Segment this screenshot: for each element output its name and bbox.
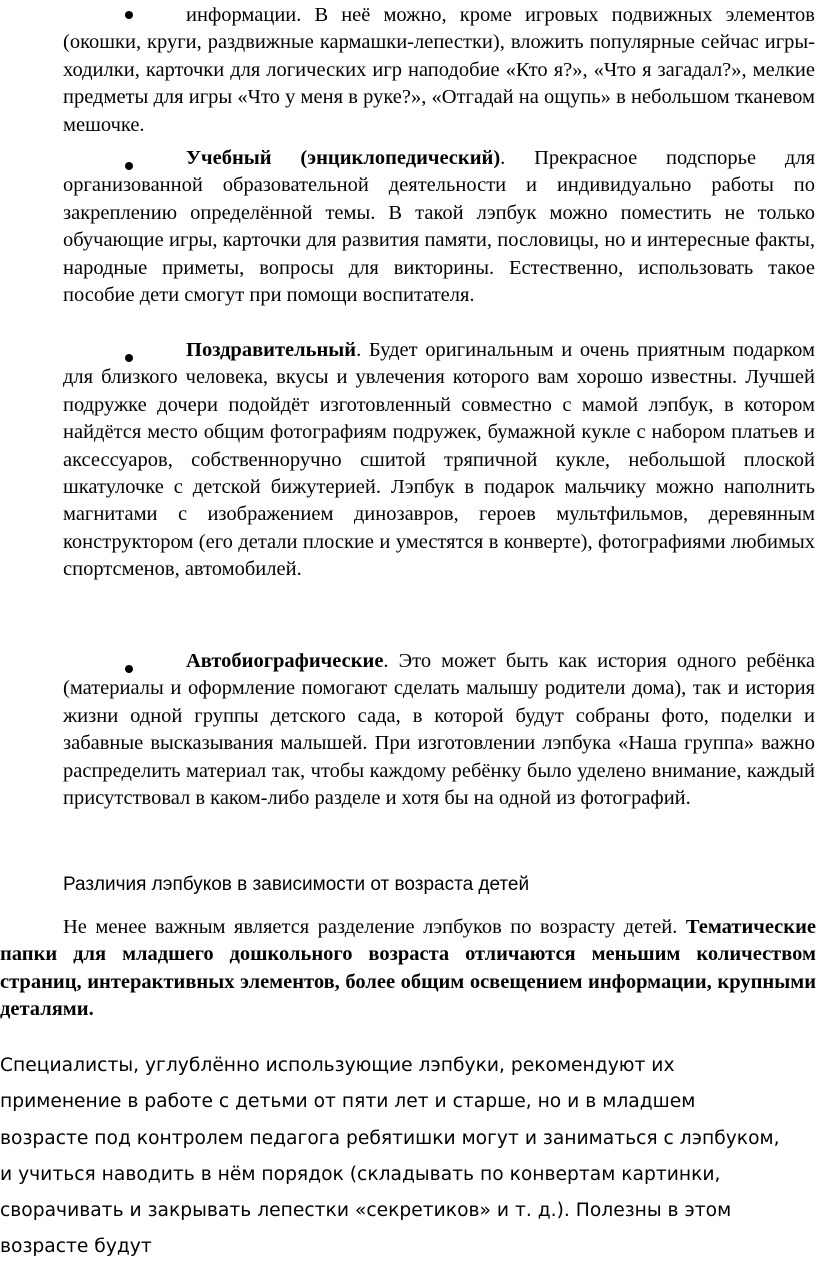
- bullet-item-greeting: [63, 337, 815, 584]
- bullet-title: Поздравительный: [186, 339, 357, 361]
- bullet-title: Учебный (энциклопедический): [186, 147, 501, 169]
- section-subheading: Различия лэпбуков в зависимости от возраста детей: [63, 874, 530, 895]
- bullet-item-autobiographical: [63, 648, 815, 812]
- paragraph-line: и учиться наводить в нём порядок (складывать по конвертам картинки,: [0, 1163, 721, 1185]
- bullet-item-continuation: [63, 2, 815, 139]
- paragraph-line: сворачивать и закрывать лепестки «секретиков» и т. д.). Полезны в этом: [0, 1200, 732, 1222]
- age-paragraph-lead: Не менее важным является разделение лэпбуков по возрасту детей.: [63, 916, 678, 938]
- bullet-text: . Будет оригинальным и очень приятным подарком для близкого человека, вкусы и увлечения которого вам хорошо известны. Лучшей подружке дочери подойдёт изготовленный совместно с мамой лэпбук, в котором найдётся место общим фотографиям подружек, бумажной кукле с набором платьев и аксессуаров, собственноручно сшитой тряпичной кукле, небольшой плоской шкатулочке с детской бижутерией. Лэпбук в подарок мальчику можно наполнить магнитами с изображением динозавров, героев мультфильмов, деревянным конструктором (его детали плоские и уместятся в конверте), фотографиями любимых спортсменов, автомобилей.: [63, 339, 815, 581]
- bullet-title: Автобиографические: [186, 650, 384, 672]
- bullet-text: . Это может быть как история одного ребёнка (материалы и оформление помогают сделать малышу родители дома), так и история жизни одной группы детского сада, в которой будут собраны фото, поделки и забавные высказывания малышей. При изготовлении лэпбука «Наша группа» важно распределить материал так, чтобы каждому ребёнку было уделено внимание, каждый присутствовал в каком-либо разделе и хотя бы на одной из фотографий.: [63, 650, 815, 810]
- paragraph-line: применение в работе с детьми от пяти лет и старше, но и в младшем: [0, 1091, 696, 1113]
- bullet-text: информации. В неё можно, кроме игровых подвижных элементов (окошки, круги, раздвижные кармашки-лепестки), вложить популярные сейчас игры-ходилки, карточки для логических игр наподобие «Кто я?», «Что я загадал?», мелкие предметы для игры «Что у меня в руке?», «Отгадай на ощупь» в небольшом тканевом мешочке.: [63, 4, 815, 136]
- paragraph-line: возрасте под контролем педагога ребятишки могут и заниматься с лэпбуком,: [0, 1127, 780, 1149]
- age-paragraph: [0, 914, 816, 1024]
- bullet-text: . Прекрасное подспорье для организованной образовательной деятельности и индивидуально работы по закреплению определённой темы. В такой лэпбук можно поместить не только обучающие игры, карточки для развития памяти, пословицы, но и интересные факты, народные приметы, вопросы для викторины. Естественно, использовать такое пособие дети смогут при помощи воспитателя.: [63, 147, 815, 307]
- age-paragraph-bold: Тематические папки для младшего дошкольного возраста отличаются меньшим количеством страниц, интерактивных элементов, более общим освещением информации, крупными деталями.: [0, 916, 816, 1021]
- bullet-item-educational: [63, 145, 815, 309]
- paragraph-line: Специалисты, углублённо использующие лэпбуки, рекомендуют их: [0, 1055, 675, 1076]
- specialists-paragraph: [0, 1048, 816, 1266]
- paragraph-line: возрасте будут: [0, 1236, 152, 1258]
